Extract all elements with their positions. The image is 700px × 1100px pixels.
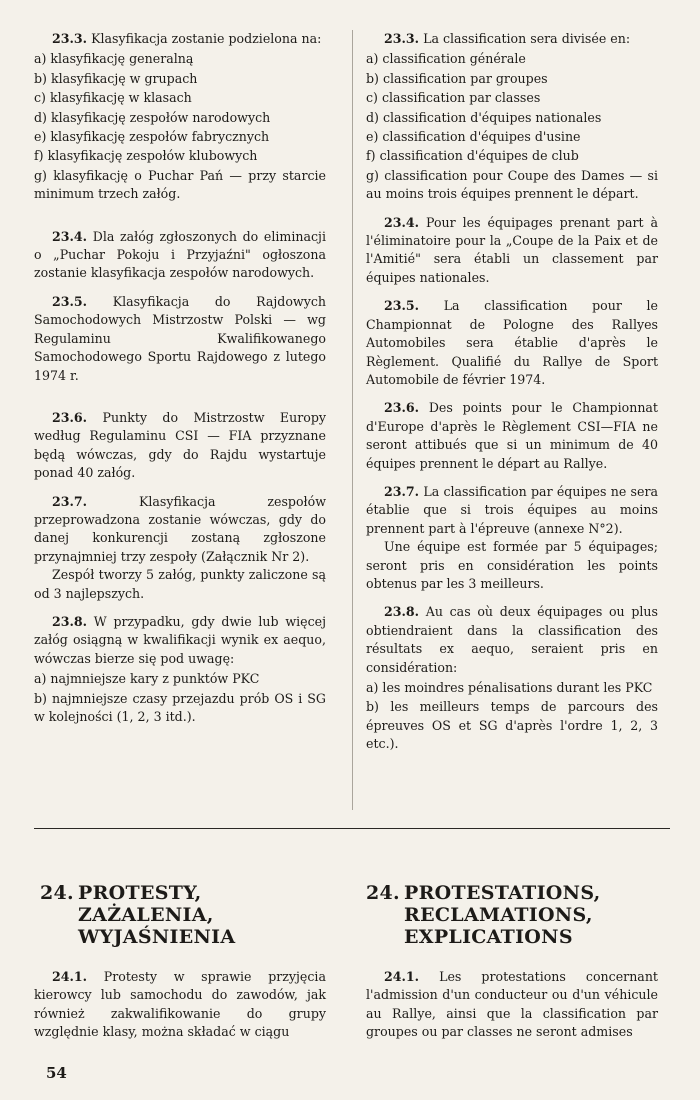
list-item: a) najmniejsze kary z punktów PKC [34, 671, 260, 687]
polish-column [34, 30, 326, 736]
section-23-3-pl [34, 30, 326, 204]
horizontal-rule [34, 828, 670, 829]
section-23-5-fr [366, 297, 658, 389]
heading-number: 24. [40, 882, 74, 904]
section-number: 23.8. [384, 604, 420, 620]
list-item: c) classification par classes [366, 90, 541, 106]
list-item: d) classification d'équipes nationales [366, 109, 602, 125]
section-number: 24.1. [384, 969, 420, 984]
french-column [366, 30, 658, 764]
heading-text: PROTESTY, ZAŻALENIA, WYJAŚNIENIA [78, 882, 236, 948]
section-24-1-pl [34, 968, 326, 1042]
section-text: Punkty do Mistrzostw Europy według Regulaminu CSI — FIA przyznane będą wówczas, gdy do Rajdu wystartuje ponad 40 załóg. [34, 409, 326, 481]
list-item: b) klasyfikację w grupach [34, 70, 198, 86]
section-number: 23.7. [384, 483, 420, 499]
chapter-heading-pl [40, 882, 350, 948]
list-item: g) klasyfikację o Puchar Pań — przy starcie minimum trzech załóg. [34, 167, 326, 202]
section-text: Protesty w sprawie przyjęcia kierowcy lub samochodu do zawodów, jak również zakwalifikowanie do grupy względnie klasy, można składać w ciągu [34, 969, 326, 1040]
list-item: a) les moindres pénalisations durant les PKC [366, 680, 653, 695]
section-text: La classification sera divisée en: [423, 31, 631, 46]
list-item: e) classification d'équipes d'usine [366, 129, 581, 145]
section-23-6-fr [366, 399, 658, 473]
section-23-7-pl [34, 493, 326, 603]
section-23-3-fr [366, 30, 658, 204]
list-item: b) les meilleurs temps de parcours des épreuves OS et SG d'après l'ordre 1, 2, 3 etc.). [366, 699, 658, 752]
section-number: 23.4. [52, 228, 88, 244]
section-number: 24.1. [52, 969, 88, 984]
heading-number: 24. [366, 882, 400, 904]
section-text: Pour les équipages prenant part à l'éliminatoire pour la „Coupe de la Paix et de l'Amitié" sera établi un classement par équipes nationales. [366, 214, 658, 285]
section-number: 23.5. [52, 293, 88, 309]
section-number: 23.5. [384, 298, 420, 314]
section-24-1-fr [366, 968, 658, 1042]
section-number: 23.6. [384, 400, 420, 416]
tiebreak-list [366, 679, 658, 754]
section-text: La classification pour le Championnat de Pologne des Rallyes Automobiles sera établie d'après le Règlement. Qualifié du Rallye de Sport Automobile de février 1974. [366, 298, 658, 387]
list-item: d) klasyfikację zespołów narodowych [34, 109, 271, 125]
list-item: b) najmniejsze czasy przejazdu prób OS i SG w kolejności (1, 2, 3 itd.). [34, 690, 326, 724]
section-number: 23.4. [384, 214, 420, 230]
section-23-6-pl [34, 409, 326, 483]
section-text: Les protestations concernant l'admission d'un conducteur ou d'un véhicule au Rallye, ainsi que la classification par groupes ou par classes ne seront admises [366, 969, 658, 1040]
section-23-4-pl [34, 228, 326, 283]
list-item: c) klasyfikację w klasach [34, 90, 192, 106]
section-text: Klasyfikacja zespołów przeprowadzona zostanie wówczas, gdy do danej konkurencji zostaną zgłoszone przynajmniej trzy zespoły (Załącznik Nr 2). [34, 493, 326, 564]
section-23-5-pl [34, 293, 326, 385]
section-23-8-fr [366, 603, 658, 753]
list-item: a) classification générale [366, 51, 526, 67]
section-extra-text: Zespół tworzy 5 załóg, punkty zaliczone są od 3 najlepszych. [34, 567, 326, 601]
section-text: Klasyfikacja zostanie podzielona na: [91, 31, 322, 46]
section-number: 23.3. [52, 31, 88, 46]
classification-list [366, 50, 658, 203]
section-text: La classification par équipes ne sera établie que si trois équipes au moins prennent part à l'épreuve (annexe N°2). [366, 483, 658, 536]
list-item: f) classification d'équipes de club [366, 148, 579, 164]
tiebreak-list [34, 670, 326, 726]
section-extra-text: Une équipe est formée par 5 équipages; seront pris en considération les points obtenus par les 3 meilleurs. [366, 539, 658, 591]
list-item: a) klasyfikację generalną [34, 51, 194, 67]
list-item: g) classification pour Coupe des Dames — si au moins trois équipes prennent le départ. [366, 167, 658, 202]
list-item: b) classification par groupes [366, 70, 548, 86]
list-item: e) klasyfikację zespołów fabrycznych [34, 129, 270, 145]
list-item: f) klasyfikację zespołów klubowych [34, 148, 258, 164]
section-text: W przypadku, gdy dwie lub więcej załóg osiągną w kwalifikacji wynik ex aequo, wówczas bierze się pod uwagę: [34, 613, 326, 666]
section-number: 23.8. [52, 613, 88, 629]
section-number: 23.7. [52, 493, 88, 509]
section-23-7-fr [366, 483, 658, 593]
section-text: Des points pour le Championnat d'Europe d'après le Règlement CSI—FIA ne seront attibués que si un minimum de 40 équipes prennent le départ au Rallye. [366, 400, 658, 471]
section-text: Klasyfikacja do Rajdowych Samochodowych Mistrzostw Polski — wg Regulaminu Kwalifikowanego Samochodowego Sportu Rajdowego z lutego 1974 r. [34, 293, 326, 383]
section-23-4-fr [366, 214, 658, 288]
section-text: Dla załóg zgłoszonych do eliminacji o „Puchar Pokoju i Przyjaźni" ogłoszona zostanie klasyfikacja zespołów narodowych. [34, 228, 326, 281]
page-number: 54 [46, 1064, 67, 1082]
heading-text: PROTESTATIONS, RECLAMATIONS, EXPLICATIONS [404, 882, 601, 948]
section-text: Au cas où deux équipages ou plus obtiendraient dans la classification des résultats ex aequo, seraient pris en considération: [366, 604, 658, 675]
column-divider [352, 30, 353, 810]
section-number: 23.3. [384, 31, 420, 46]
classification-list [34, 50, 326, 203]
section-number: 23.6. [52, 409, 88, 425]
chapter-heading-fr [366, 882, 666, 948]
section-23-8-pl [34, 613, 326, 726]
